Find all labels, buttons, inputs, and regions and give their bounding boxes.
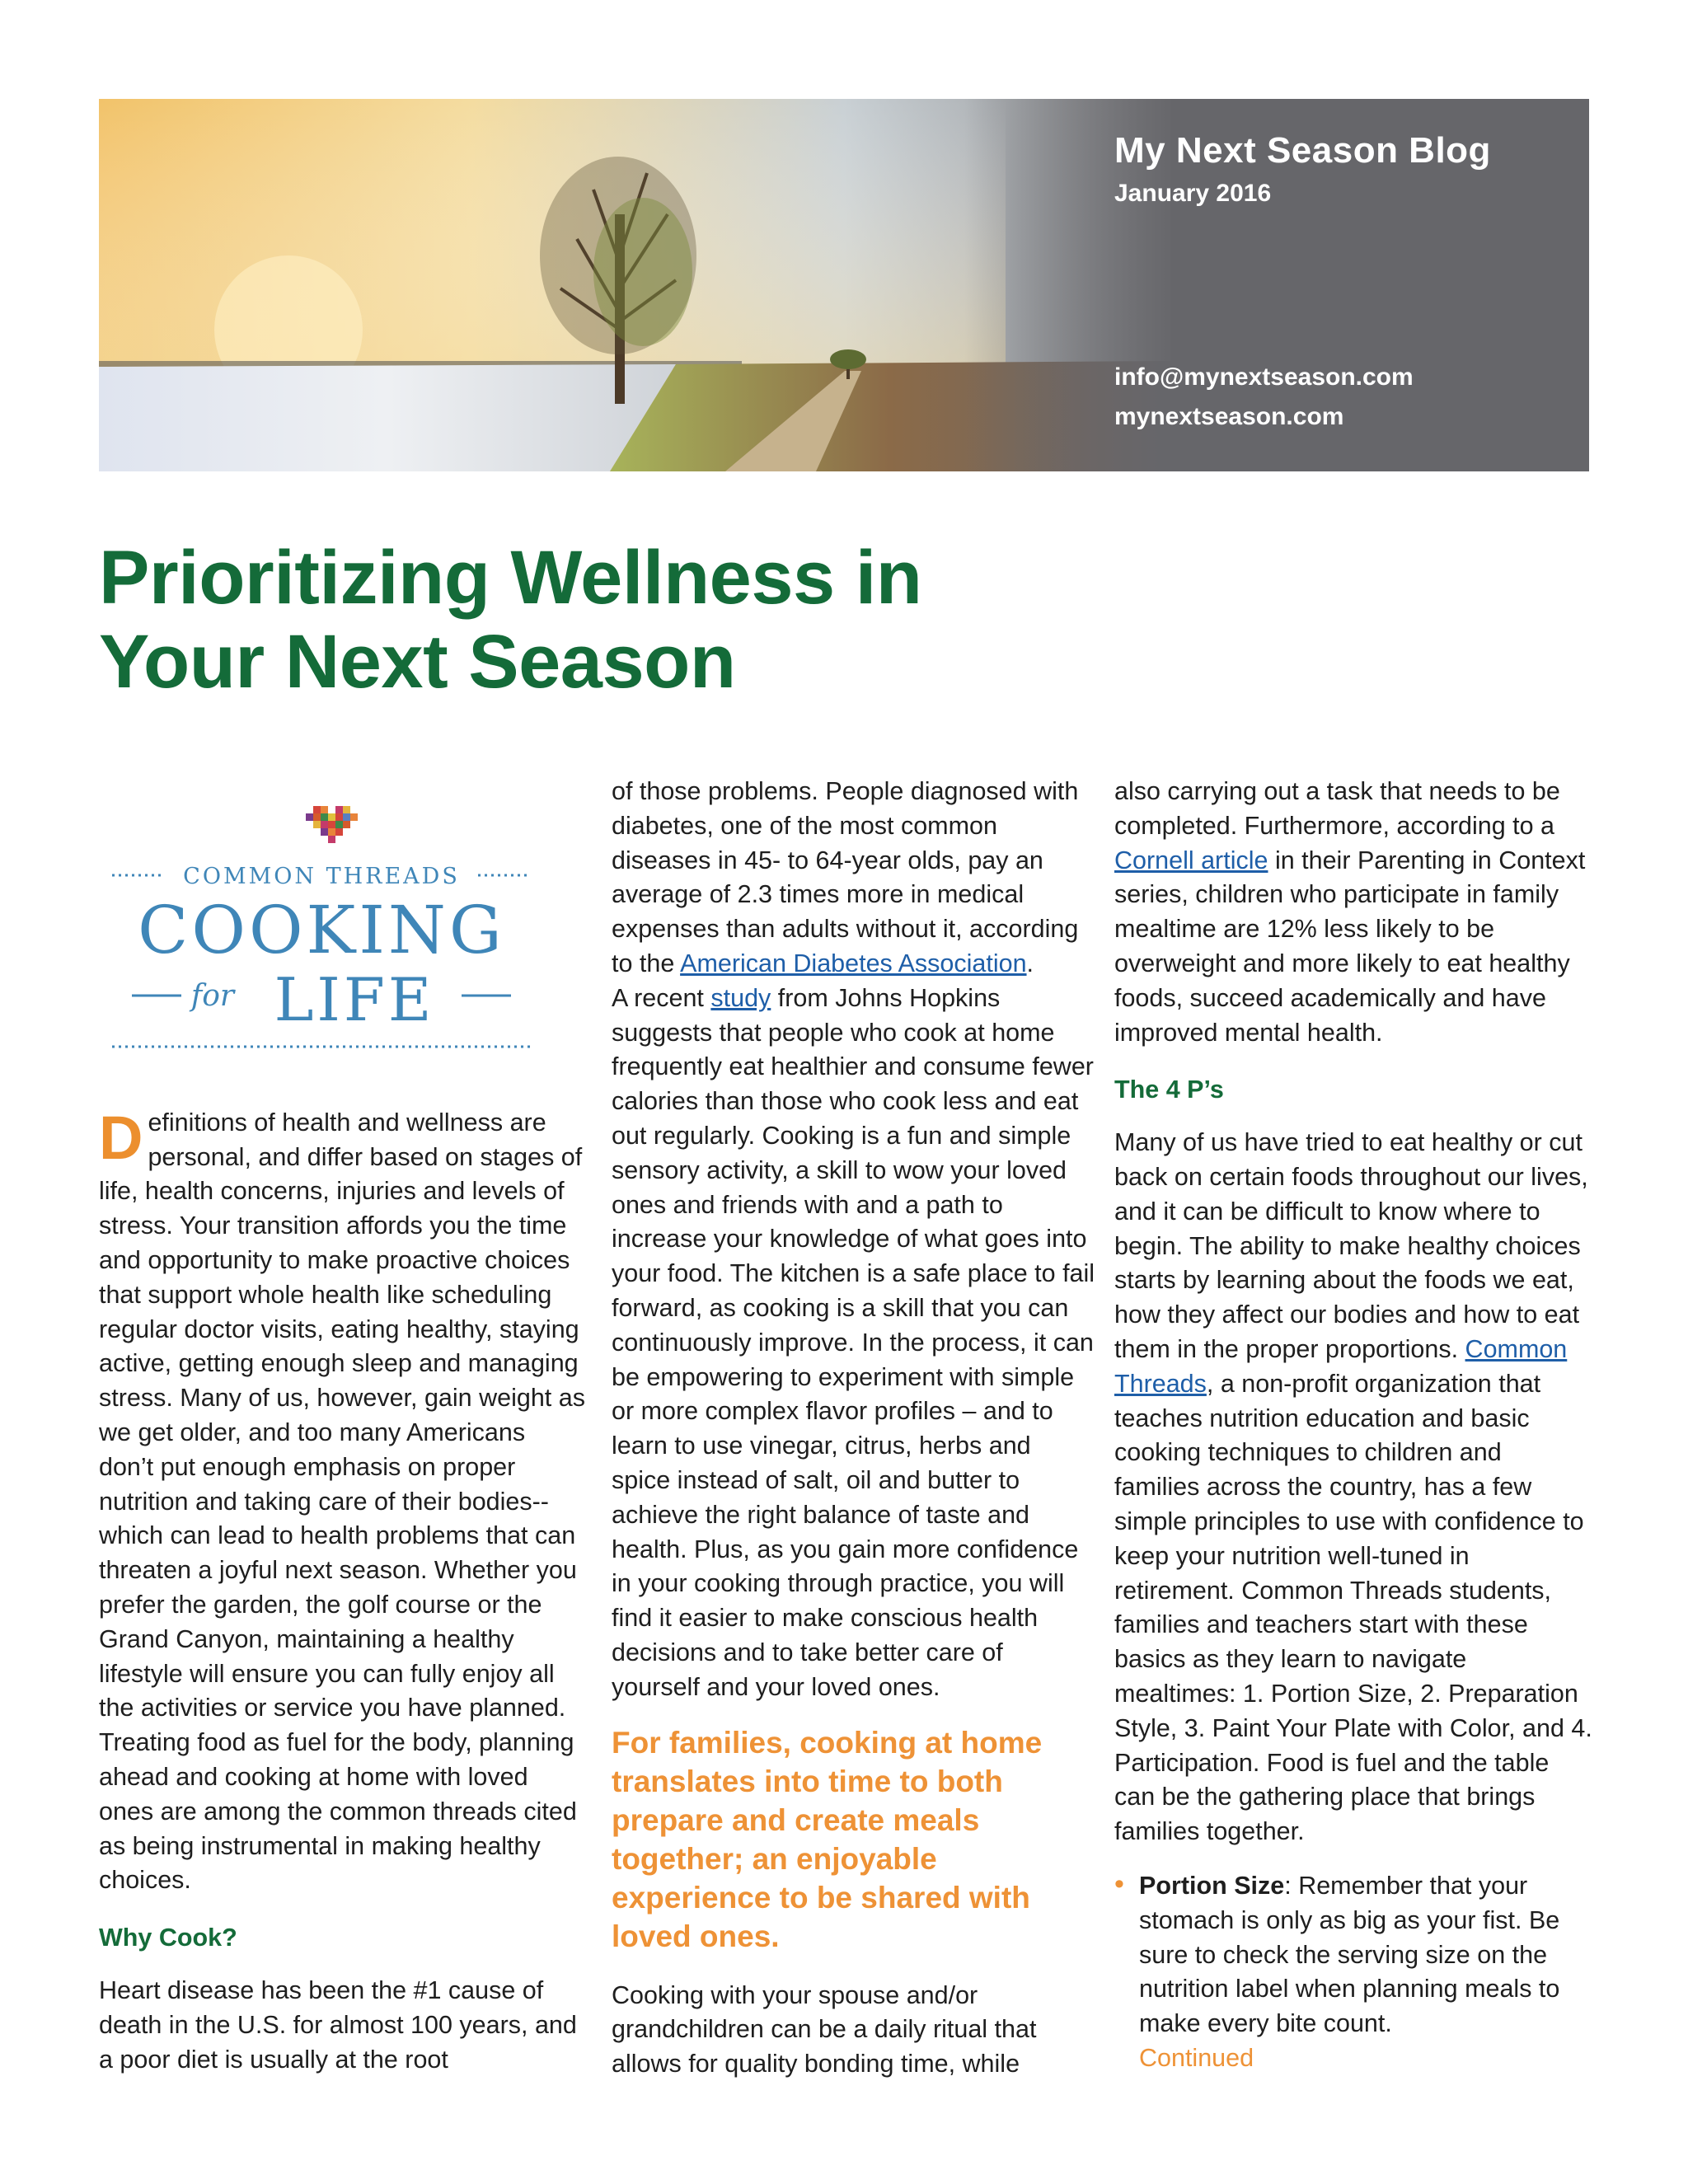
blog-date: January 2016 (1114, 180, 1272, 207)
drop-cap: D (99, 1103, 143, 1172)
bullet-icon: • (1114, 1868, 1124, 1900)
logo-bottom-text: LIFE (274, 965, 435, 1034)
cornell-link[interactable]: Cornell article (1114, 846, 1268, 874)
pull-quote: For families, cooking at home translates into time to both prepare and create meals together; an enjoyable experience to be shared with loved ones. (612, 1725, 1043, 1953)
column-2 (612, 775, 1096, 2082)
study-text: from Johns Hopkins suggests that people who cook at home frequently eat healthier and consume fewer calories than those who cook less and eat out regularly. Cooking is a fun and simple sensory activity, a skill to wow your loved ones and friends with and a path to increase your knowledge of what goes into your food. The kitchen is a safe place to fail forward, as cooking is a skill that you can continuously improve. In the process, it can be empowering to experiment with simple or more complex flavor profiles – and to learn to use vinegar, citrus, herbs and spice instead of salt, oil and butter to achieve the right balance of taste and health. Plus, as you gain more confidence in your cooking through practice, you will find it easier to make conscious health decisions and to take better care of yourself and your loved ones. (612, 983, 1095, 1701)
contact-email[interactable]: info@mynextseason.com (1114, 363, 1414, 391)
four-ps-text-start: Many of us have tried to eat healthy or cut back on certain foods throughout our lives, and it can be difficult to know where to begin. The ability to make healthy choices starts by learning about the foods we eat, how they affect our bodies and how to eat them in the proper proportions. (1114, 1128, 1588, 1363)
cornell-text-start: also carrying out a task that needs to be completed. Furthermore, according to a (1114, 777, 1560, 840)
list-item (1114, 1869, 1592, 2076)
bullet-label: Portion Size (1139, 1871, 1285, 1900)
study-link[interactable]: study (710, 983, 771, 1012)
four-ps-text: , a non-profit organization that teaches nutrition education and basic cooking techniques to children and families across the country, has a few simple principles to use with confidence to keep your nutrition well-tuned in retirement. Common Threads students, families and teachers start with these basics as they learn to navigate mealtimes: 1. Portion Size, 2. Preparation Style, 3. Paint Your Plate with Color, and 4. Participation. Food is fuel and the table can be the gathering place that brings families together. (1114, 1369, 1592, 1846)
why-cook-paragraph: Heart disease has been the #1 cause of death in the U.S. for almost 100 years, and a poor diet is usually at the root (99, 1975, 577, 2074)
four-ps-heading: The 4 P’s (1114, 1076, 1224, 1104)
diabetes-text-end: . (1026, 949, 1034, 977)
study-text-start: A recent (612, 983, 711, 1012)
why-cook-heading: Why Cook? (99, 1924, 237, 1952)
common-threads-link[interactable]: Common Threads (1114, 1334, 1568, 1398)
intro-text: efinitions of health and wellness are personal, and differ based on stages of life, health concerns, injuries and levels of stress. Your transition affords you the time and opportunity to make proactive choices that support whole health like scheduling regular doctor visits, eating healthy, staying active, getting enough sleep and managing stress. Many of us, however, gain weight as we get older, and too many Americans don’t put enough emphasis on proper nutrition and taking care of their bodies--which can lead to health problems that can threaten a joyful next season. Whether you prefer the garden, the golf course or the Grand Canyon, maintaining a healthy lifestyle will ensure you can fully enjoy all the activities or service you have planned. Treating food as fuel for the body, planning ahead and cooking at home with loved ones are among the common threads cited as being instrumental in making healthy choices. (99, 1108, 585, 1895)
contact-website[interactable]: mynextseason.com (1114, 403, 1344, 430)
bullet-text: : Remember that your stomach is only as big as your fist. Be sure to check the serving size on the nutrition label when planning meals to make every bite count. (1139, 1871, 1560, 2038)
cornell-text: in their Parenting in Context series, children who participate in family mealtime are 12% less likely to be overweight and more likely to eat healthy foods, succeed academically and have improved mental health. (1114, 846, 1586, 1047)
column-1 (99, 775, 585, 2077)
study-paragraph (612, 982, 1096, 1705)
logo-script-text: for (190, 979, 235, 1013)
diabetes-text: of those problems. People diagnosed with diabetes, one of the most common diseases in 45- to 64-year olds, pay an average of 2.3 times more in medical expenses than adults without it, according to the (612, 777, 1079, 977)
title-line-2: Your Next Season (99, 620, 736, 704)
heart-icon (306, 806, 358, 843)
bonding-paragraph: Cooking with your spouse and/or grandchildren can be a daily ritual that allows for quality bonding time, while (612, 1980, 1037, 2079)
title-line-1: Prioritizing Wellness in (99, 536, 922, 620)
four-ps-paragraph (1114, 1126, 1592, 1849)
principles-list (1114, 1869, 1592, 2076)
blog-title: My Next Season Blog (1114, 130, 1491, 171)
intro-paragraph (99, 1103, 585, 1898)
cooking-for-life-logo (107, 790, 536, 1053)
continued-link[interactable]: Continued (1139, 2043, 1254, 2072)
cornell-paragraph (1114, 775, 1592, 1050)
logo-top-text: COMMON THREADS (183, 864, 460, 889)
banner-contact (1114, 358, 1414, 437)
header-banner (99, 99, 1589, 471)
logo-main-text: COOKING (138, 892, 505, 968)
diabetes-paragraph (612, 775, 1096, 982)
page-title (99, 536, 921, 704)
column-3 (1114, 775, 1592, 2076)
ada-link[interactable]: American Diabetes Association (680, 949, 1027, 977)
